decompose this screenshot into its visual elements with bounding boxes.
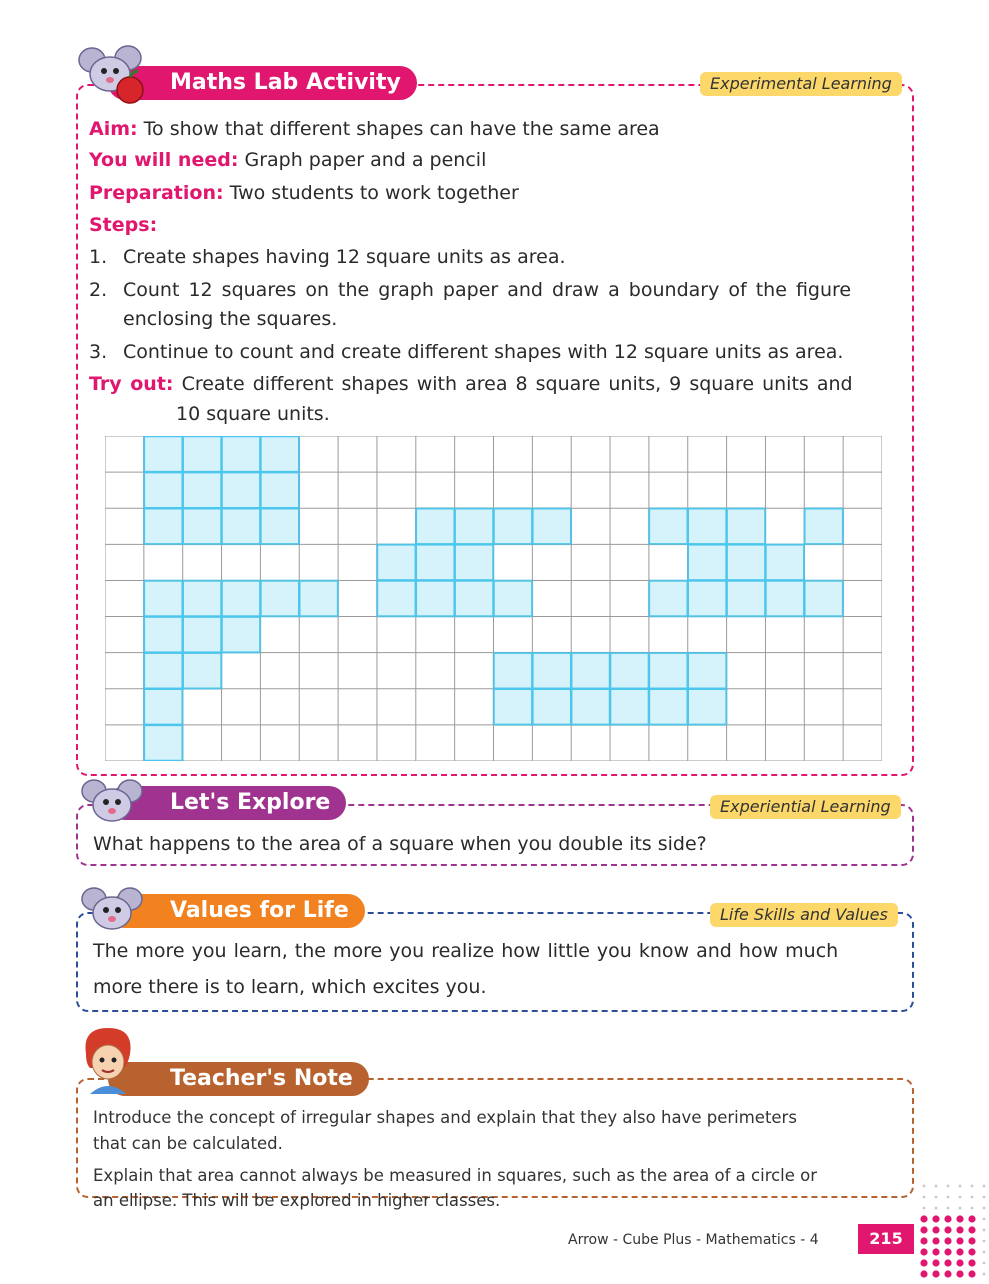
shaded-square (804, 580, 843, 616)
shaded-square (649, 508, 688, 544)
dot (932, 1259, 939, 1266)
step-text: Continue to count and create different shapes with 12 square units as area. (123, 341, 844, 363)
shaded-square (494, 580, 533, 616)
dot (983, 1185, 986, 1188)
shaded-square (144, 472, 183, 508)
dot (968, 1237, 975, 1244)
shaded-square (649, 653, 688, 689)
shaded-square (649, 689, 688, 725)
shaded-square (688, 544, 727, 580)
shaded-square (532, 508, 571, 544)
step-2 (89, 277, 851, 303)
dot (935, 1207, 938, 1210)
dot (971, 1196, 974, 1199)
shaded-square (144, 653, 183, 689)
shaded-square (183, 653, 222, 689)
shaded-square (765, 544, 804, 580)
dot (959, 1196, 962, 1199)
dot (932, 1270, 939, 1277)
teacher-note-p2-line1: Explain that area cannot always be measured in squares, such as the area of a circle or (93, 1166, 818, 1185)
dot (920, 1259, 927, 1266)
dot (983, 1229, 986, 1232)
dot (956, 1226, 963, 1233)
shaded-square (416, 508, 455, 544)
teacher-character-icon (76, 1024, 140, 1100)
lets-explore-title: Let's Explore (108, 786, 346, 820)
dot (959, 1185, 962, 1188)
shaded-square (260, 472, 299, 508)
dot (944, 1259, 951, 1266)
dot (968, 1248, 975, 1255)
shaded-square (688, 689, 727, 725)
prep-line (89, 180, 519, 206)
shaded-square (144, 689, 183, 725)
dot (923, 1207, 926, 1210)
shaded-square (377, 544, 416, 580)
dot (971, 1185, 974, 1188)
shaded-square (144, 725, 183, 761)
dots-pattern (918, 1180, 989, 1280)
shaded-square (183, 436, 222, 472)
mouse-mascot-icon (76, 44, 156, 110)
steps-line (89, 212, 157, 238)
shaded-square (494, 508, 533, 544)
dot (944, 1237, 951, 1244)
shaded-square (416, 580, 455, 616)
dot (944, 1226, 951, 1233)
shaded-square (727, 580, 766, 616)
prep-text: Two students to work together (229, 182, 519, 204)
shaded-square (260, 508, 299, 544)
dot (971, 1207, 974, 1210)
shaded-square (610, 653, 649, 689)
dot (935, 1185, 938, 1188)
dot (983, 1240, 986, 1243)
mouse-mascot-icon (80, 776, 150, 826)
shaded-square (144, 436, 183, 472)
shaded-square (377, 580, 416, 616)
shaded-square (532, 689, 571, 725)
step-text: Count 12 squares on the graph paper and draw a boundary of the figure (123, 279, 852, 301)
prep-label: Preparation: (89, 182, 224, 204)
shaded-square (299, 580, 338, 616)
shaded-square (183, 580, 222, 616)
book-title: Arrow - Cube Plus - Mathematics - 4 (568, 1232, 819, 1248)
dot (956, 1270, 963, 1277)
shaded-square (222, 472, 261, 508)
shaded-square (688, 580, 727, 616)
shaded-square (416, 544, 455, 580)
step-1 (89, 244, 566, 270)
values-tag: Life Skills and Values (710, 903, 898, 927)
shaded-square (183, 472, 222, 508)
try-line-cont: 10 square units. (176, 403, 330, 425)
dot (983, 1262, 986, 1265)
values-title: Values for Life (108, 894, 365, 928)
step-text: Create shapes having 12 square units as area. (123, 246, 566, 268)
need-line (89, 147, 486, 173)
dot (932, 1248, 939, 1255)
dot (983, 1196, 986, 1199)
decorative-dots (918, 1180, 989, 1280)
teacher-note-p2-line2: an ellipse. This will be explored in higher classes. (93, 1191, 501, 1210)
dot (968, 1215, 975, 1222)
shaded-square (260, 436, 299, 472)
step-number: 3. (89, 341, 108, 363)
dot (920, 1270, 927, 1277)
shaded-square (260, 580, 299, 616)
lets-explore-text: What happens to the area of a square when you double its side? (93, 833, 707, 855)
dot (920, 1237, 927, 1244)
dot (920, 1226, 927, 1233)
shaded-square (222, 508, 261, 544)
shaded-square (727, 544, 766, 580)
shaded-square (144, 617, 183, 653)
dot (932, 1215, 939, 1222)
try-text: Create different shapes with area 8 square units, 9 square units and (181, 373, 853, 395)
step-number: 2. (89, 279, 108, 301)
maths-lab-title: Maths Lab Activity (108, 66, 417, 100)
shaded-square (222, 580, 261, 616)
dot (923, 1196, 926, 1199)
shaded-square (222, 617, 261, 653)
dot (944, 1248, 951, 1255)
dot (944, 1215, 951, 1222)
shaded-square (610, 689, 649, 725)
dot (959, 1207, 962, 1210)
dot (968, 1259, 975, 1266)
graph-paper (105, 436, 882, 761)
dot (932, 1226, 939, 1233)
shaded-square (688, 508, 727, 544)
need-label: You will need: (89, 149, 239, 171)
graph-grid (105, 436, 882, 761)
step-2-cont: enclosing the squares. (123, 308, 338, 330)
dot (968, 1226, 975, 1233)
dot (968, 1270, 975, 1277)
shaded-square (494, 689, 533, 725)
dot (932, 1237, 939, 1244)
dot (944, 1270, 951, 1277)
dot (983, 1207, 986, 1210)
lets-explore-tag: Experiential Learning (710, 795, 901, 819)
step-number: 1. (89, 246, 108, 268)
page-number: 215 (858, 1224, 914, 1254)
dot (947, 1196, 950, 1199)
step-3 (89, 339, 843, 365)
shaded-square (222, 436, 261, 472)
shaded-square (183, 508, 222, 544)
shaded-square (183, 617, 222, 653)
values-line-1: The more you learn, the more you realize how little you know and how much (93, 940, 839, 962)
steps-label: Steps: (89, 214, 158, 236)
aim-text: To show that different shapes can have the same area (143, 118, 660, 140)
try-label: Try out: (89, 373, 174, 395)
shaded-square (455, 544, 494, 580)
dot (956, 1237, 963, 1244)
shaded-square (144, 580, 183, 616)
dot (920, 1215, 927, 1222)
shaded-square (532, 653, 571, 689)
shaded-square (494, 653, 533, 689)
shaded-square (455, 580, 494, 616)
dot (956, 1248, 963, 1255)
dot (983, 1218, 986, 1221)
shaded-square (649, 580, 688, 616)
shaded-square (571, 653, 610, 689)
dot (947, 1185, 950, 1188)
teacher-note-p1-line1: Introduce the concept of irregular shapes and explain that they also have perimeters (93, 1108, 797, 1127)
teacher-note-title: Teacher's Note (108, 1062, 369, 1096)
shaded-square (455, 508, 494, 544)
mouse-mascot-icon (80, 884, 150, 934)
dot (935, 1196, 938, 1199)
dot (983, 1273, 986, 1276)
need-text: Graph paper and a pencil (244, 149, 487, 171)
shaded-square (688, 653, 727, 689)
aim-line (89, 116, 660, 142)
aim-label: Aim: (89, 118, 138, 140)
shaded-square (727, 508, 766, 544)
teacher-note-p1-line2: that can be calculated. (93, 1134, 283, 1153)
dot (920, 1248, 927, 1255)
maths-lab-tag: Experimental Learning (700, 72, 902, 96)
shaded-square (804, 508, 843, 544)
dot (956, 1215, 963, 1222)
values-line-2: more there is to learn, which excites you. (93, 976, 487, 998)
dot (947, 1207, 950, 1210)
dot (983, 1251, 986, 1254)
dot (956, 1259, 963, 1266)
try-line (89, 371, 853, 397)
shaded-square (144, 508, 183, 544)
shaded-square (765, 580, 804, 616)
shaded-square (571, 689, 610, 725)
dot (923, 1185, 926, 1188)
